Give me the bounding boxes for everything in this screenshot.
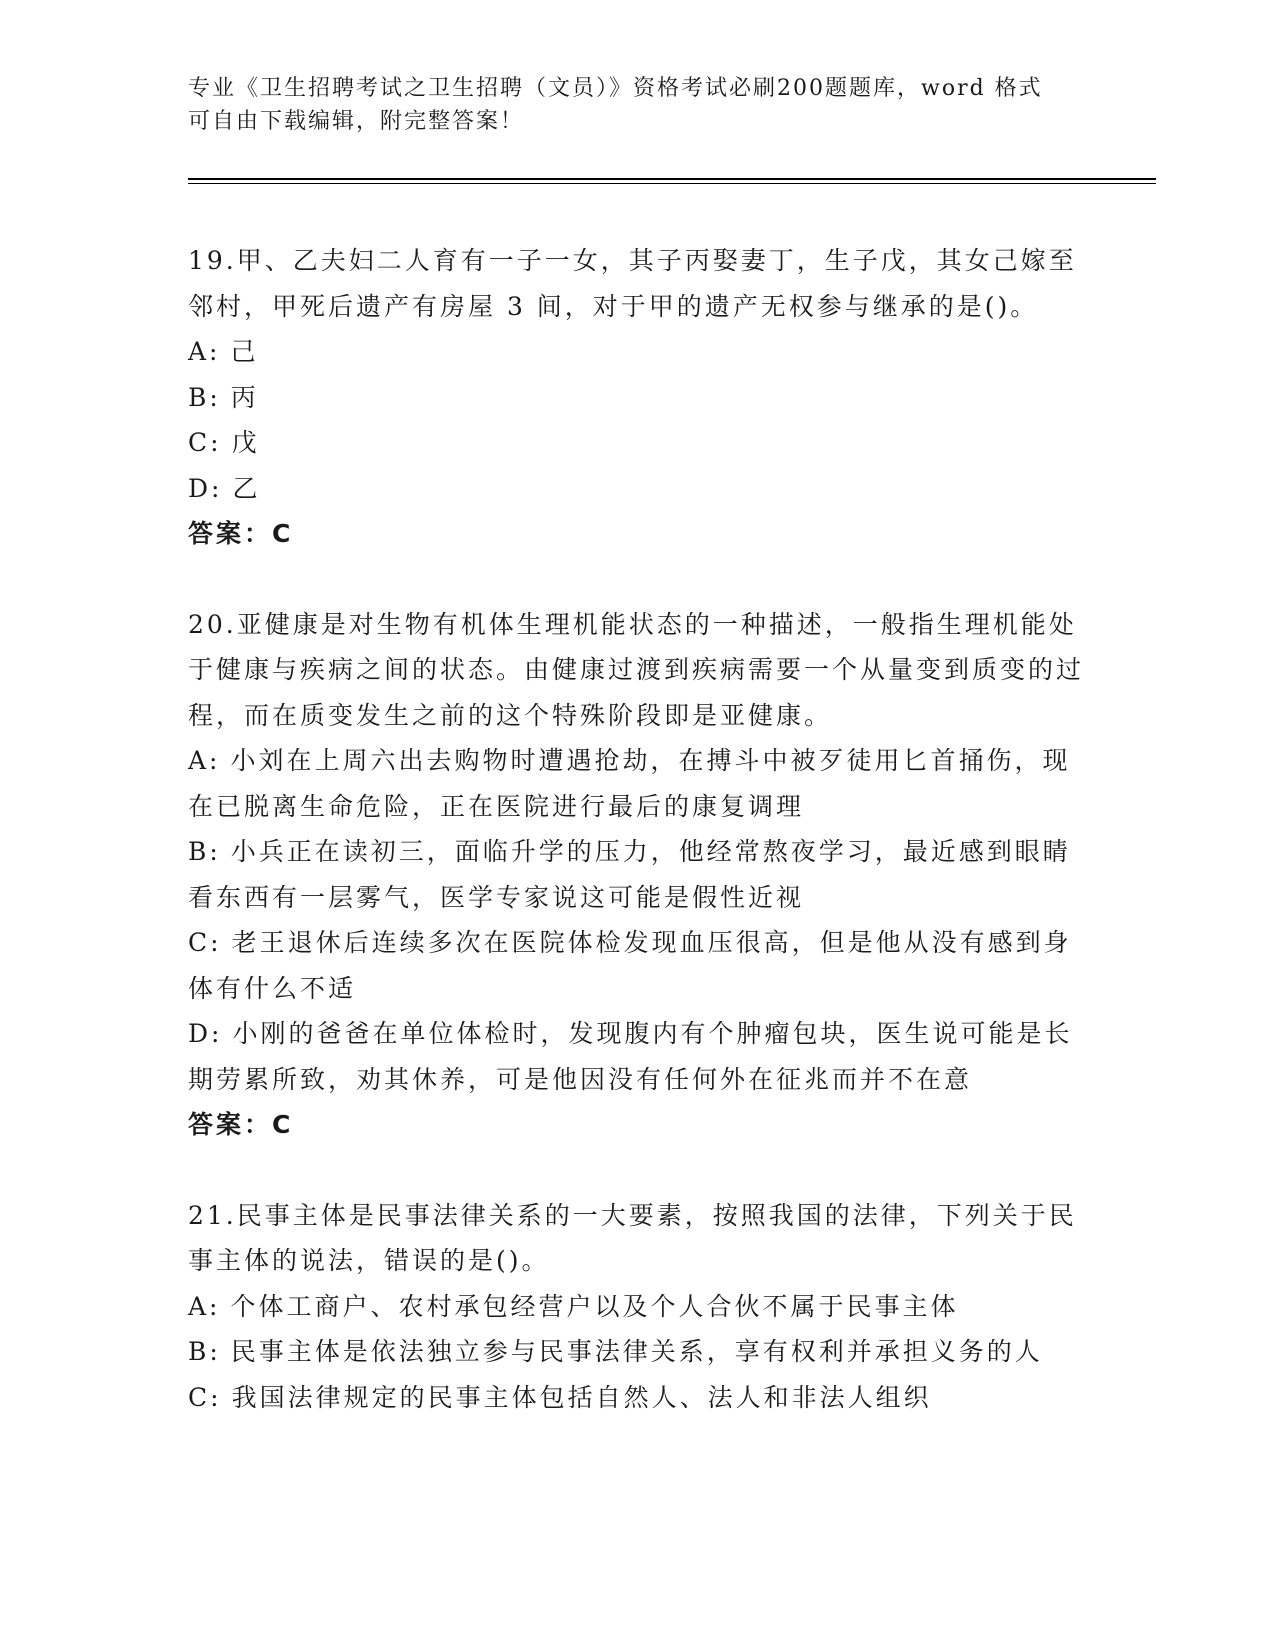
document-header <box>188 72 1088 138</box>
option-a <box>188 738 1088 829</box>
option-letter: C: <box>188 428 222 457</box>
option-text: 小刚的爸爸在单位体检时，发现腹内有个肿瘤包块，医生说可能是长期劳累所致，劝其休养，可是他因没有任何外在征兆而并不在意 <box>188 1019 1073 1094</box>
option-d <box>188 1011 1088 1102</box>
option-c <box>188 920 1088 1011</box>
answer <box>188 1102 1088 1148</box>
option-letter: B: <box>188 1337 221 1366</box>
option-d <box>188 466 1088 512</box>
question-20 <box>188 602 1088 1148</box>
option-text: 丙 <box>230 382 259 412</box>
option-letter: A: <box>188 746 221 775</box>
option-letter: A: <box>188 337 221 366</box>
option-letter: B: <box>188 382 221 412</box>
option-text: 民事主体是依法独立参与民事法律关系，享有权利并承担义务的人 <box>230 1337 1043 1366</box>
header-title-line-1: 专业《卫生招聘考试之卫生招聘（文员）》资格考试必刷200题题库，word 格式 <box>188 76 1043 101</box>
answer-value: C <box>272 519 294 548</box>
option-text: 己 <box>230 337 259 366</box>
header-title-line-2: 可自由下载编辑，附完整答案！ <box>188 109 525 134</box>
option-c <box>188 1375 1088 1421</box>
option-text: 个体工商户、农村承包经营户以及个人合伙不属于民事主体 <box>230 1291 959 1321</box>
option-b <box>188 1329 1088 1375</box>
option-b <box>188 829 1088 920</box>
question-text: 21.民事主体是民事法律关系的一大要素，按照我国的法律，下列关于民事主体的说法，错误的是()。 <box>188 1200 1077 1275</box>
option-letter: B: <box>188 837 221 866</box>
option-a <box>188 329 1088 375</box>
option-text: 戊 <box>231 428 260 457</box>
option-text: 老王退休后连续多次在医院体检发现血压很高，但是他从没有感到身体有什么不适 <box>188 928 1072 1003</box>
question-21 <box>188 1193 1088 1421</box>
option-text: 我国法律规定的民事主体包括自然人、法人和非法人组织 <box>231 1382 932 1412</box>
option-letter: C: <box>188 1382 222 1412</box>
question-19 <box>188 238 1088 557</box>
question-text: 20.亚健康是对生物有机体生理机能状态的一种描述，一般指生理机能处于健康与疾病之间的状态。由健康过渡到疾病需要一个从量变到质变的过程，而在质变发生之前的这个特殊阶段即是亚健康。 <box>188 609 1085 730</box>
question-list <box>188 238 1088 1465</box>
option-text: 乙 <box>232 473 261 503</box>
option-letter: D: <box>188 473 223 503</box>
option-b <box>188 375 1088 421</box>
option-letter: A: <box>188 1291 221 1321</box>
question-text: 19.甲、乙夫妇二人育有一子一女，其子丙娶妻丁，生子戊，其女己嫁至邻村，甲死后遗产有房屋 3 间，对于甲的遗产无权参与继承的是()。 <box>188 246 1077 321</box>
answer-label: 答案： <box>188 1110 273 1139</box>
answer-label: 答案： <box>188 519 273 548</box>
header-divider-thin <box>188 183 1156 184</box>
option-text: 小刘在上周六出去购物时遭遇抢劫，在搏斗中被歹徒用匕首捅伤，现在已脱离生命危险，正在医院进行最后的康复调理 <box>188 746 1071 821</box>
option-text: 小兵正在读初三，面临升学的压力，他经常熬夜学习，最近感到眼睛看东西有一层雾气，医学专家说这可能是假性近视 <box>188 837 1071 912</box>
option-letter: D: <box>188 1019 223 1048</box>
answer-value: C <box>272 1110 294 1139</box>
answer <box>188 511 1088 557</box>
option-a <box>188 1284 1088 1330</box>
option-c <box>188 420 1088 466</box>
header-divider-thick <box>188 178 1156 180</box>
option-letter: C: <box>188 928 222 957</box>
